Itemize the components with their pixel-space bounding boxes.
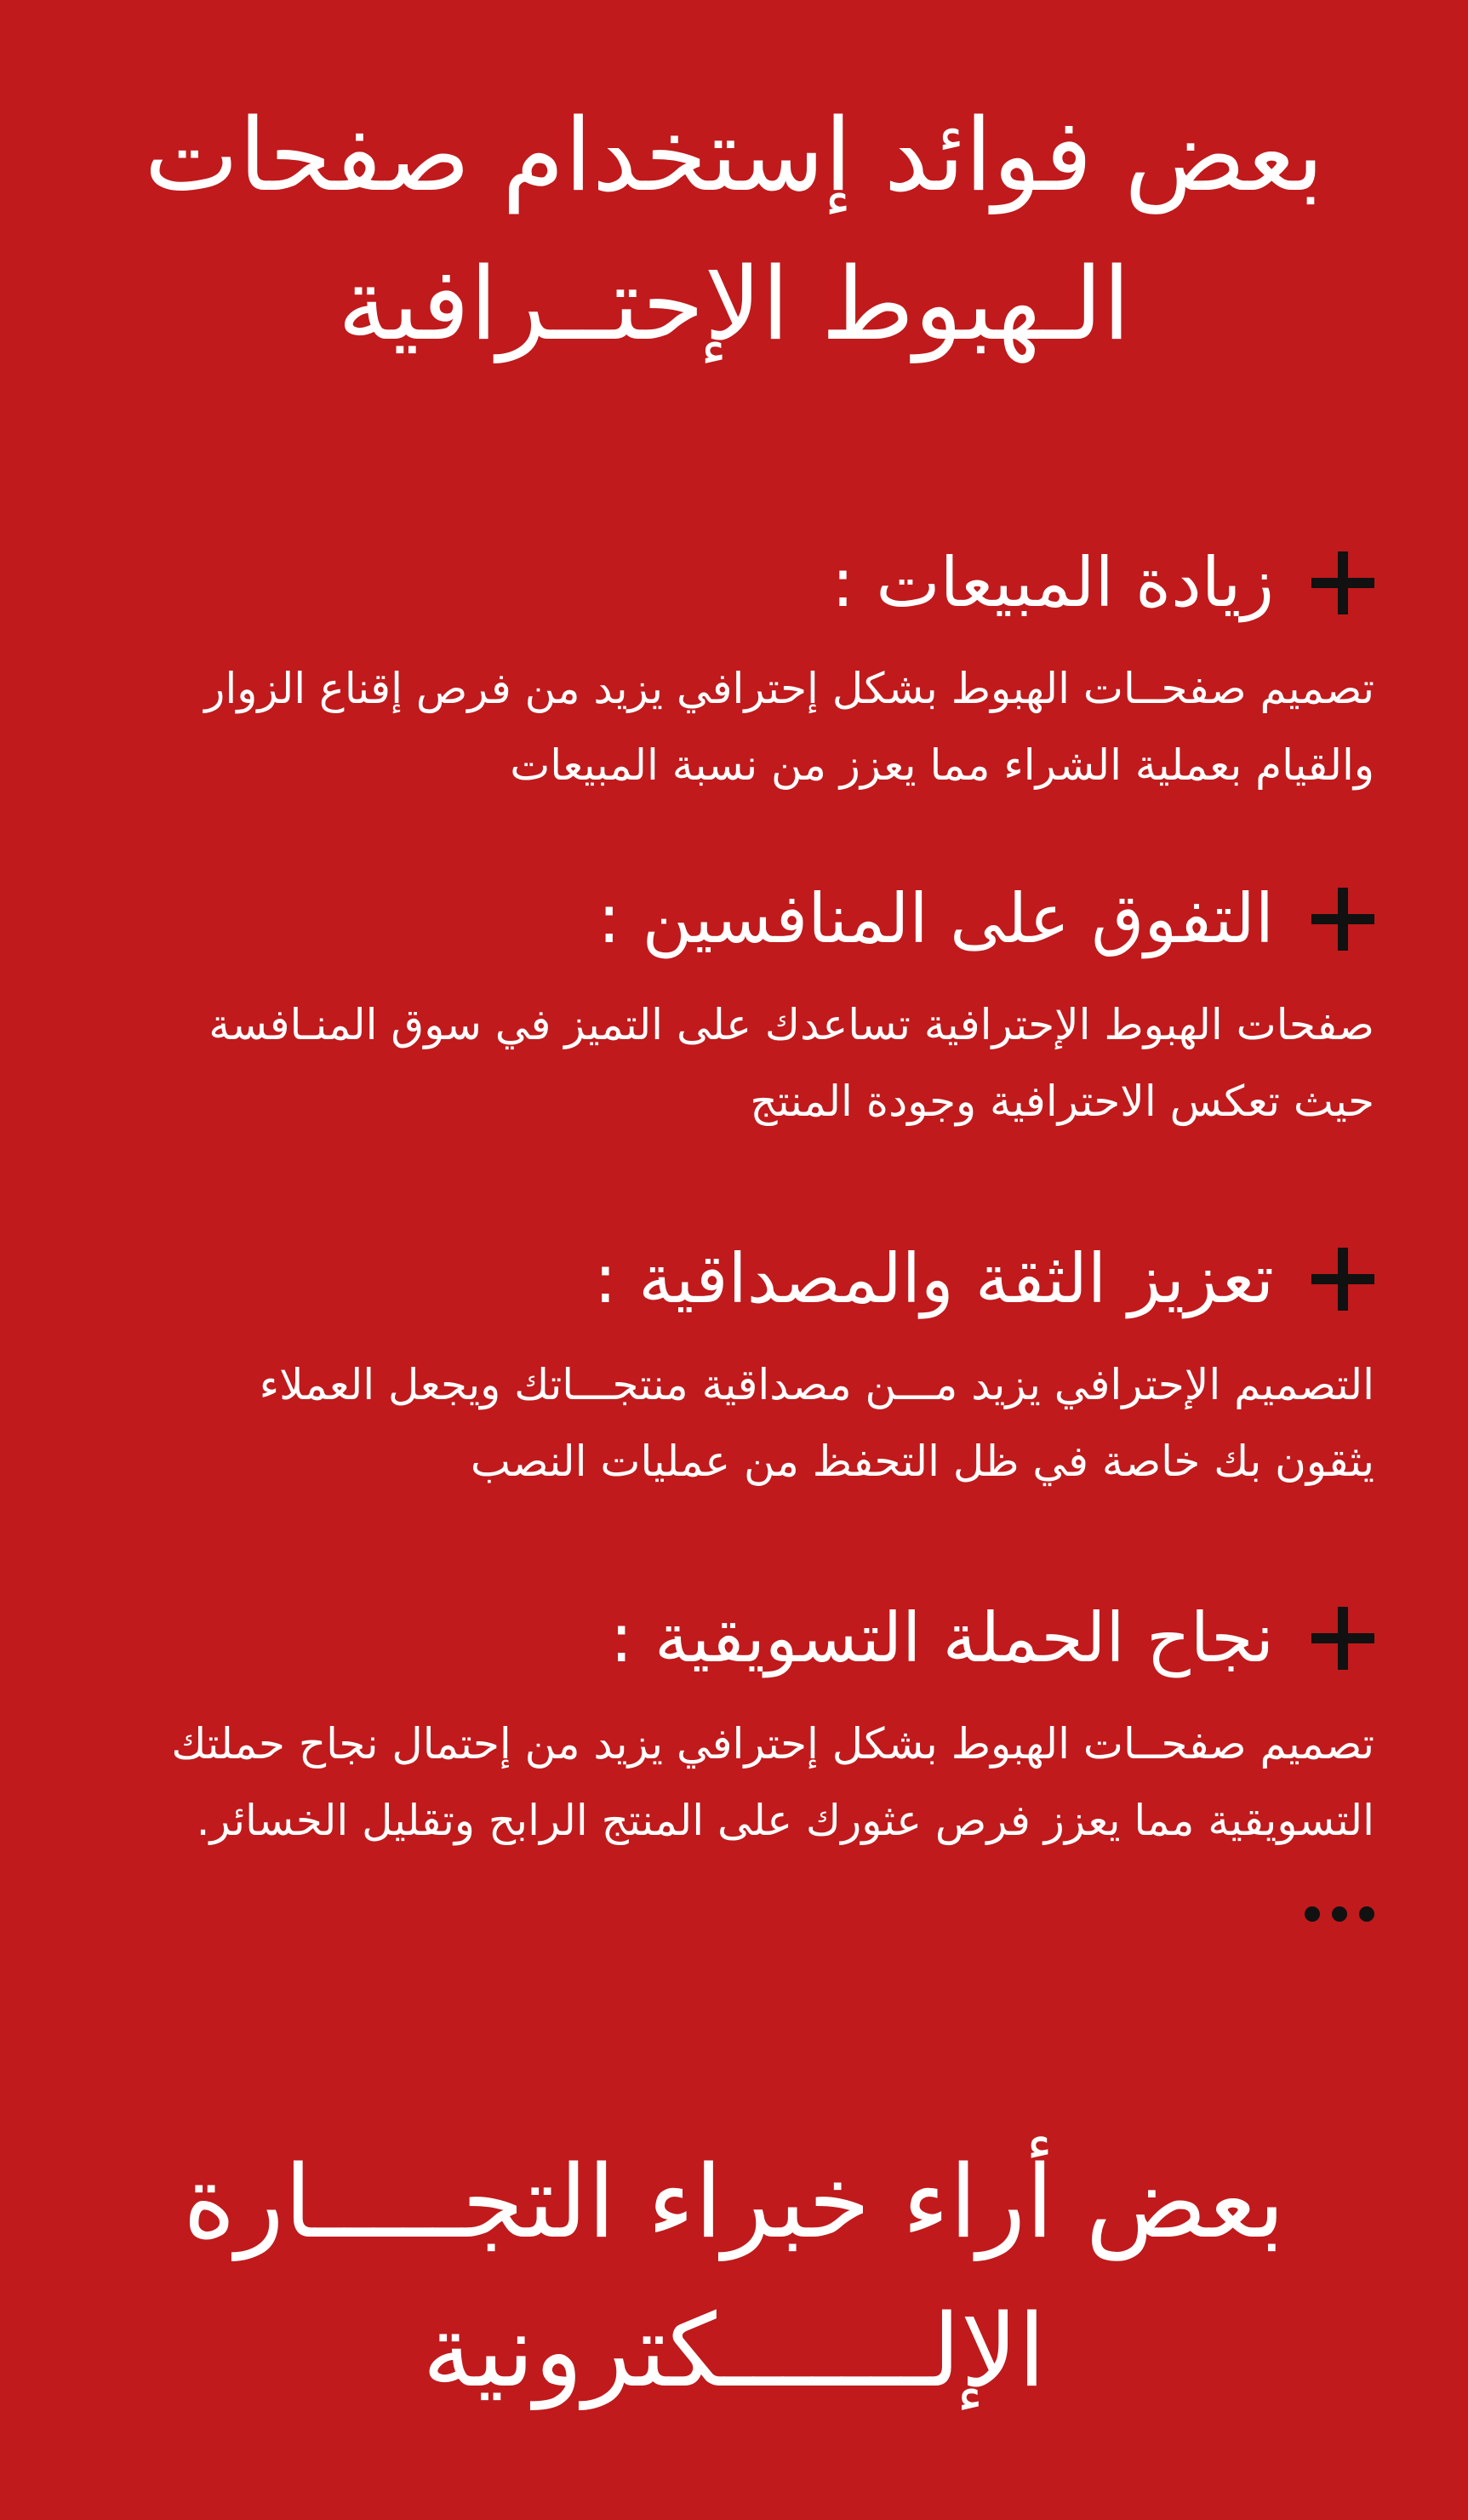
plus-icon xyxy=(1311,1607,1374,1670)
benefit-header xyxy=(72,536,1374,630)
benefit-description-line-2: التسويقية مما يعزز فرص عثورك على المنتج الرابح وتقليل الخسائر. xyxy=(196,1796,1374,1845)
benefit-campaign-success xyxy=(72,1591,1374,1859)
footer-title-line-2: الإلـــــــكترونية xyxy=(422,2292,1046,2409)
benefit-increase-sales xyxy=(72,536,1374,803)
benefit-description xyxy=(72,1346,1374,1500)
benefit-description-line-1: تصميم صفحــات الهبوط بشكل إحترافي يزيد من إحتمال نجاح حملتك xyxy=(171,1719,1374,1769)
ellipsis-dot xyxy=(1332,1906,1347,1922)
benefit-title: تعزيز الثقة والمصداقية : xyxy=(593,1239,1274,1318)
benefit-header xyxy=(72,1591,1374,1685)
plus-icon xyxy=(1311,1248,1374,1311)
benefit-description-line-1: صفحات الهبوط الإحترافية تساعدك على التميز في سوق المنـافسة xyxy=(208,1000,1374,1049)
page-title-line-1: بعض فوائد إستخدام صفحات xyxy=(144,96,1324,214)
footer-title-line-1: بعض أراء خبراء التجـــــارة xyxy=(183,2143,1285,2260)
benefit-description-line-1: تصميم صفحــات الهبوط بشكل إحترافي يزيد من فرص إقناع الزوار xyxy=(204,664,1374,713)
benefit-beat-competitors xyxy=(72,872,1374,1140)
page-title-line-2: الـهبوط الإحتــرافية xyxy=(337,245,1131,363)
benefit-description xyxy=(72,650,1374,803)
footer-title xyxy=(102,2128,1366,2426)
benefit-description-line-1: التصميم الإحترافي يزيد مـــن مصداقية منتجـــاتك ويجعل العملاء xyxy=(259,1360,1374,1409)
ellipsis-dot xyxy=(1305,1906,1320,1922)
benefit-description xyxy=(72,1706,1374,1859)
benefit-title: نجاح الحملة التسويقية : xyxy=(609,1598,1274,1677)
page-title xyxy=(102,81,1366,379)
benefit-title: التفوق على المنافسين : xyxy=(597,879,1274,958)
ellipsis-dot xyxy=(1359,1906,1374,1922)
plus-icon xyxy=(1311,551,1374,614)
ellipsis-icon xyxy=(1305,1906,1374,1922)
benefit-description-line-2: والقيام بعملية الشراء مما يعزز من نسبة المبيعات xyxy=(510,740,1374,790)
benefit-header xyxy=(72,1232,1374,1326)
benefit-title: زيادة المبيعات : xyxy=(831,543,1274,622)
plus-icon xyxy=(1311,888,1374,951)
benefit-description xyxy=(72,986,1374,1140)
benefit-description-line-2: يثقون بك خاصة في ظل التحفظ من عمليات النصب xyxy=(470,1437,1374,1486)
benefit-description-line-2: حيث تعكس الاحترافية وجودة المنتج xyxy=(750,1077,1374,1126)
benefit-trust-credibility xyxy=(72,1232,1374,1500)
benefit-header xyxy=(72,872,1374,966)
